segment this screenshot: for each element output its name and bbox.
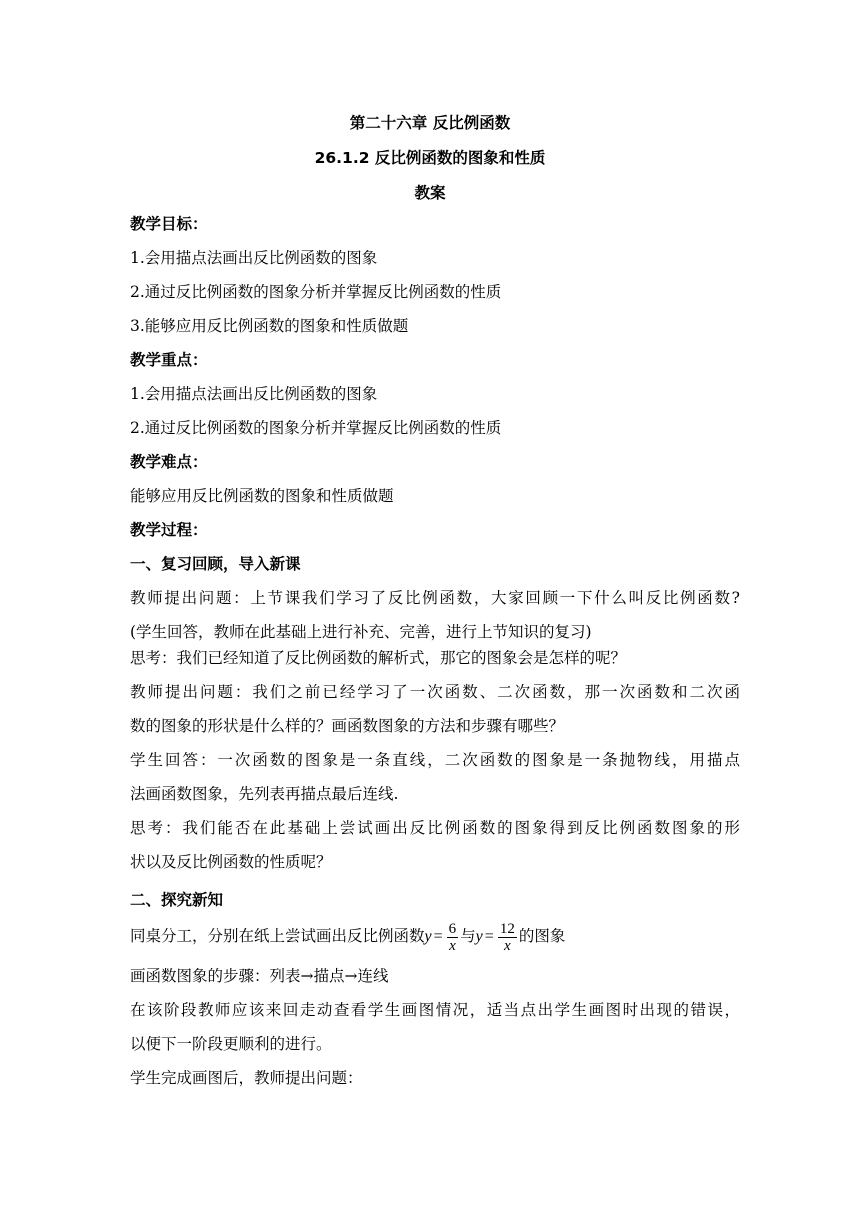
task-line [130, 918, 740, 954]
func2-y: y [475, 928, 483, 945]
paragraph-line: 画函数图象的步骤：列表→描点→连线 [130, 967, 389, 985]
paragraph-line: 学生完成画图后，教师提出问题： [130, 1069, 363, 1087]
process-heading: 教学过程： [130, 521, 208, 539]
paragraph-line: 状以及反比例函数的性质呢？ [130, 853, 332, 871]
doc-type-title: 教案 [414, 184, 446, 202]
task-mid: 与 [460, 927, 476, 945]
func2-fraction [498, 921, 517, 954]
objective-item: 1.会用描点法画出反比例函数的图象 [130, 249, 378, 267]
func1-fraction [447, 921, 459, 954]
task-prefix: 同桌分工，分别在纸上尝试画出反比例函数 [130, 927, 425, 945]
task-suffix: 的图象 [518, 927, 566, 945]
paragraph-line: 法画函数图象，先列表再描点最后连线. [130, 785, 399, 803]
func2-eq: = [484, 928, 494, 945]
func1-y: y [424, 928, 432, 945]
paragraph-line: 在该阶段教师应该来回走动查看学生画图情况，适当点出学生画图时出现的错误， [130, 1001, 740, 1019]
key-point-item: 2.通过反比例函数的图象分析并掌握反比例函数的性质 [130, 419, 502, 437]
paragraph-line: 思考：我们已经知道了反比例函数的解析式，那它的图象会是怎样的呢？ [130, 649, 627, 667]
chapter-title: 第二十六章 反比例函数 [349, 114, 511, 132]
objective-item: 3.能够应用反比例函数的图象和性质做题 [130, 317, 409, 335]
part1-title: 一、复习回顾，导入新课 [130, 555, 301, 573]
paragraph-line: (学生回答，教师在此基础上进行补充、完善，进行上节知识的复习) [130, 623, 592, 641]
difficulties-heading: 教学难点： [130, 453, 208, 471]
section-title: 26.1.2 反比例函数的图象和性质 [314, 149, 546, 167]
paragraph-line: 学生回答：一次函数的图象是一条直线，二次函数的图象是一条抛物线，用描点 [130, 751, 740, 769]
func1-numerator: 6 [448, 920, 457, 937]
key-points-heading: 教学重点： [130, 351, 208, 369]
paragraph-line: 数的图象的形状是什么样的？画函数图象的方法和步骤有哪些？ [130, 717, 565, 735]
difficulty-item: 能够应用反比例函数的图象和性质做题 [130, 487, 394, 505]
part2-title: 二、探究新知 [130, 891, 224, 909]
paragraph-line: 以便下一阶段更顺利的进行。 [130, 1035, 332, 1053]
func1-denominator: x [449, 937, 456, 954]
paragraph-line: 思考：我们能否在此基础上尝试画出反比例函数的图象得到反比例函数图象的形 [130, 819, 740, 837]
key-point-item: 1.会用描点法画出反比例函数的图象 [130, 385, 378, 403]
objectives-heading: 教学目标： [130, 215, 208, 233]
func2-denominator: x [503, 937, 511, 954]
objective-item: 2.通过反比例函数的图象分析并掌握反比例函数的性质 [130, 283, 502, 301]
paragraph-line: 教师提出问题：我们之前已经学习了一次函数、二次函数，那一次函数和二次函 [130, 683, 740, 701]
func2-numerator: 12 [499, 920, 515, 937]
paragraph-line: 教师提出问题：上节课我们学习了反比例函数，大家回顾一下什么叫反比例函数? [130, 589, 740, 607]
func1-eq: = [433, 928, 443, 945]
